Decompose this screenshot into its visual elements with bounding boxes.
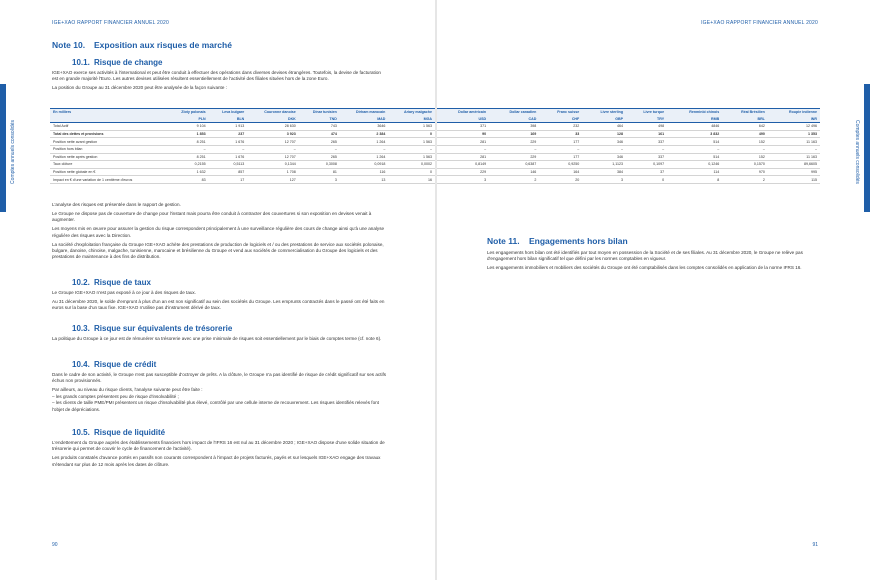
fx-table-right xyxy=(437,108,820,184)
table-cell: 857 xyxy=(209,168,248,176)
column-header: Dollar américain xyxy=(458,110,487,115)
table-row xyxy=(50,168,435,176)
table-cell: 4846 xyxy=(667,123,722,131)
table-cell: 0,8149 xyxy=(437,161,489,169)
table-cell: 83 xyxy=(167,176,209,184)
table-cell: 514 xyxy=(667,138,722,146)
table-row xyxy=(437,153,820,161)
paragraph: La position du Groupe au 31 décembre 2020 peut être analysée de la façon suivante : xyxy=(52,85,227,91)
section-text xyxy=(52,70,387,94)
currency-code: DKK xyxy=(287,116,296,121)
table-row xyxy=(437,176,820,184)
table-cell: 281 xyxy=(437,153,489,161)
table-cell: 464 xyxy=(582,123,626,131)
table-cell: 0 xyxy=(626,176,667,184)
table-cell: 0,5113 xyxy=(209,161,248,169)
column-header: Leva bulgare xyxy=(222,110,245,115)
table-cell: 1 913 xyxy=(209,123,248,131)
table-cell: 0,1570 xyxy=(722,161,768,169)
table-cell: 1,1123 xyxy=(582,161,626,169)
table-cell: 514 xyxy=(667,153,722,161)
paragraph: Les engagements immobiliers et mobiliers des sociétés du Groupe ont été comptabilisés dans les comptes consolidés en application de la norme IFRS 16. xyxy=(487,265,802,271)
row-label: Position nette avant gestion xyxy=(50,138,167,146)
table-cell: 8 251 xyxy=(167,153,209,161)
column-header: Renminbi chinois xyxy=(689,110,720,115)
section-heading: 10.3. Risque sur équivalents de trésorerie xyxy=(72,324,233,333)
table-cell: – xyxy=(626,145,667,153)
table-cell: 398 xyxy=(489,123,539,131)
currency-code: RMB xyxy=(711,116,720,121)
table-cell: 1 853 xyxy=(167,130,209,138)
table-cell: 1 676 xyxy=(209,138,248,146)
table-row xyxy=(50,138,435,146)
table-cell: 152 xyxy=(722,138,768,146)
table-cell: 642 xyxy=(722,123,768,131)
paragraph: Par ailleurs, au niveau du risque clients, l'analyse suivante peut être faite : xyxy=(52,387,203,393)
table-cell: – xyxy=(667,145,722,153)
note-10-heading xyxy=(52,40,232,50)
table-cell: 3 xyxy=(582,176,626,184)
row-label: Impact en € d'une variation de 1 centième d'euros xyxy=(50,176,167,184)
row-label: Position nette globale en € xyxy=(50,168,167,176)
table-cell: 0,3008 xyxy=(299,161,340,169)
table-cell: 0 xyxy=(388,168,435,176)
table-cell: 20 xyxy=(539,176,582,184)
table-row xyxy=(437,168,820,176)
table-cell: 3646 xyxy=(340,123,389,131)
currency-code: CHF xyxy=(571,116,580,121)
paragraph: Dans le cadre de son activité, le Groupe n'est pas susceptible d'octroyer de prêts. A la clôture, le Groupe n'a pas identifié de risque de crédit significatif sur ses actifs échus non provisionnés. xyxy=(52,372,387,384)
table-cell: – xyxy=(388,145,435,153)
table-cell: 743 xyxy=(299,123,340,131)
row-label: Taux clôture xyxy=(50,161,167,169)
table-cell: 12 707 xyxy=(247,153,299,161)
table-cell: 265 xyxy=(299,138,340,146)
table-row xyxy=(437,123,820,131)
table-row xyxy=(50,145,435,153)
table-cell: 17 xyxy=(209,176,248,184)
row-label: Total Actif xyxy=(50,123,167,131)
table-cell: – xyxy=(722,145,768,153)
note-title: Engagements hors bilan xyxy=(529,236,628,246)
table-cell: 0,1246 xyxy=(667,161,722,169)
row-label: Total des dettes et provisions xyxy=(50,130,167,138)
table-row xyxy=(50,161,435,169)
table-cell: 127 xyxy=(247,176,299,184)
currency-code: CAD xyxy=(528,116,537,121)
table-row xyxy=(437,138,820,146)
paragraph: Le Groupe IGE+XAO n'est pas exposé à ce jour à des risques de taux. xyxy=(52,290,197,295)
table-cell: 1 563 xyxy=(388,153,435,161)
table-cell: 0,1097 xyxy=(626,161,667,169)
side-label: Comptes annuels consolidés xyxy=(10,120,16,184)
currency-code: MGA xyxy=(423,116,432,121)
table-cell: 237 xyxy=(209,130,248,138)
note-number: Note 10. xyxy=(52,40,86,50)
table-cell: 232 xyxy=(539,123,582,131)
table-cell: 114 xyxy=(667,168,722,176)
table-cell: 1 264 xyxy=(340,153,389,161)
side-tab xyxy=(864,84,870,212)
table-cell: 3 xyxy=(299,176,340,184)
note-number: Note 11. xyxy=(487,236,520,246)
table-unit: En milliers xyxy=(53,110,72,115)
column-header: Livre turque xyxy=(643,110,665,115)
fx-table-left xyxy=(50,108,435,184)
currency-code: GBP xyxy=(615,116,624,121)
list-item: – les clients de taille PME/PMI présentent un risque d'insolvabilité plus élevé, contrôlé par une cellule interne de recouvrement. Les risques identifiés relevés font l'objet de dépréciations. xyxy=(52,400,379,412)
table-cell: 0,0002 xyxy=(388,161,435,169)
table-cell: 498 xyxy=(626,123,667,131)
table-cell: 177 xyxy=(539,138,582,146)
table-cell: 90 xyxy=(437,130,489,138)
table-row xyxy=(437,130,820,138)
table-cell: 337 xyxy=(626,153,667,161)
table-cell: 116 xyxy=(340,168,389,176)
table-cell: 28 630 xyxy=(247,123,299,131)
table-cell: 1 708 xyxy=(247,168,299,176)
table-cell: 3 xyxy=(437,176,489,184)
section-text xyxy=(52,372,387,415)
paragraph: Les moyens mis en œuvre pour assurer la gestion du risque correspondent principalement à une surveillance régulière des cours de change ainsi qu'à une analyse régulière des risques avec la Direction. xyxy=(52,226,385,238)
table-cell: 8 xyxy=(667,176,722,184)
side-label: Comptes annuels consolidés xyxy=(854,120,860,184)
table-cell: 0,6387 xyxy=(489,161,539,169)
table-cell: 13 xyxy=(340,176,389,184)
table-cell: 37 xyxy=(626,168,667,176)
table-cell: 3 832 xyxy=(667,130,722,138)
column-header: Zloty polonais xyxy=(181,110,206,115)
right-page xyxy=(437,0,870,580)
paragraph: L'analyse des risques est présentée dans le rapport de gestion. xyxy=(52,202,181,207)
table-cell: – xyxy=(539,145,582,153)
column-header: Dinar tunisien xyxy=(312,110,337,115)
table-cell: 970 xyxy=(722,168,768,176)
paragraph: Les engagements hors bilan ont été identifiés par tout moyen en possession de la Société et de ses filiales. Au 31 décembre 2020, le Groupe ne relève pas d'engagement hors bilan significatif tel que défini par les normes comptables en vigueur. xyxy=(487,250,803,262)
row-label: Position hors bilan xyxy=(50,145,167,153)
currency-code: PLN xyxy=(198,116,206,121)
table-cell: 1 264 xyxy=(340,138,389,146)
currency-code: TND xyxy=(329,116,337,121)
column-header: Franc suisse xyxy=(557,110,580,115)
table-cell: 490 xyxy=(722,130,768,138)
table-cell: 0,1344 xyxy=(247,161,299,169)
table-cell: 12 707 xyxy=(247,138,299,146)
table-cell: 1 676 xyxy=(209,153,248,161)
table-cell: 0,0918 xyxy=(340,161,389,169)
side-tab xyxy=(0,84,6,212)
table-cell: 281 xyxy=(437,138,489,146)
table-row xyxy=(50,123,435,131)
table-cell: 169 xyxy=(489,130,539,138)
table-cell: 229 xyxy=(489,138,539,146)
currency-code: MAD xyxy=(377,116,386,121)
page-number: 90 xyxy=(52,542,58,548)
table-cell: 16 xyxy=(388,176,435,184)
currency-code: TRY xyxy=(657,116,665,121)
table-cell: 0,9250 xyxy=(539,161,582,169)
paragraph: Les produits constatés d'avance portés en passifs non courants correspondent à l'impact de projets facturés, payés et sur lesquels IGE+XAO engage des travaux s'étendant sur plus de 12 mois après les dates de clôture. xyxy=(52,455,381,467)
table-cell: 9 104 xyxy=(167,123,209,131)
list-item: – les grands comptes présentent peu de risque d'insolvabilité ; xyxy=(52,393,179,399)
table-cell: 33 xyxy=(539,130,582,138)
currency-code: INR xyxy=(810,116,817,121)
section-text xyxy=(487,250,822,274)
section-text xyxy=(52,440,387,471)
table-cell: 346 xyxy=(582,153,626,161)
table-cell: 146 xyxy=(489,168,539,176)
table-row xyxy=(437,161,820,169)
table-cell: – xyxy=(768,145,820,153)
table-cell: 384 xyxy=(582,168,626,176)
table-cell: 0 xyxy=(388,130,435,138)
table-cell: 152 xyxy=(722,153,768,161)
column-header: Dollar canadien xyxy=(509,110,537,115)
table-cell: – xyxy=(489,145,539,153)
table-row xyxy=(50,176,435,184)
paragraph: IGE+XAO exerce ses activités à l'international et peut être conduit à effectuer des opérations dans diverses devises étrangères. Toutefois, la devise de facturation est en grande majorité l'Euro. Les autres devises utilisées résultent essentiellement de l'activité des filiales situées hors de la zone Euro. xyxy=(52,70,381,82)
table-cell: 89,6605 xyxy=(768,161,820,169)
table-cell: 8 251 xyxy=(167,138,209,146)
table-cell: 1 353 xyxy=(768,130,820,138)
table-cell: 2 xyxy=(722,176,768,184)
table-cell: – xyxy=(299,145,340,153)
section-heading: 10.2. Risque de taux xyxy=(72,278,151,287)
section-text xyxy=(52,202,387,263)
column-header: Livre sterling xyxy=(600,110,624,115)
table-row xyxy=(50,130,435,138)
table-cell: 11 163 xyxy=(768,138,820,146)
table-cell: 995 xyxy=(768,168,820,176)
table-cell: 2 xyxy=(489,176,539,184)
column-header: Ariary malgache xyxy=(404,110,432,115)
table-cell: 265 xyxy=(299,153,340,161)
paragraph: La politique du Groupe à ce jour est de rémunérer sa trésorerie avec une prise minimale de risques soit essentiellement par le biais de comptes terme (cf. note 6). xyxy=(52,336,382,341)
table-cell: 1 563 xyxy=(388,138,435,146)
currency-code: BLN xyxy=(236,116,245,121)
table-cell: 164 xyxy=(539,168,582,176)
currency-code: BRL xyxy=(757,116,765,121)
table-cell: – xyxy=(437,145,489,153)
table-cell: 2 384 xyxy=(340,130,389,138)
section-text xyxy=(52,290,387,314)
section-heading: 10.1. Risque de change xyxy=(72,58,163,67)
running-header: IGE+XAO RAPPORT FINANCIER ANNUEL 2020 xyxy=(701,20,818,26)
column-header: Dirham marocain xyxy=(356,110,386,115)
note-11-heading xyxy=(487,236,628,246)
section-heading: 10.5. Risque de liquidité xyxy=(72,428,166,437)
table-cell: – xyxy=(209,145,248,153)
table-cell: 12 496 xyxy=(768,123,820,131)
paragraph: La société d'exploitation française du Groupe IGE+XAO achète des prestations de production de logiciels et / ou des prestations de service aux sociétés polonaise, bulgare, danoise, chinoise, malgache, tunisienne, marocaine et brésilienne du Groupe et vend aux sociétés de commercialisation du Groupe des logiciels et des prestations de maintenance à des fins de distribution. xyxy=(52,241,384,260)
table-cell: 11 163 xyxy=(768,153,820,161)
column-header: Couronne danoise xyxy=(264,110,296,115)
table-cell: 81 xyxy=(299,168,340,176)
table-cell: – xyxy=(167,145,209,153)
table-cell: 1 563 xyxy=(388,123,435,131)
note-title: Exposition aux risques de marché xyxy=(94,40,232,50)
table-cell: 177 xyxy=(539,153,582,161)
table-cell: 161 xyxy=(626,130,667,138)
page-number: 91 xyxy=(812,542,818,548)
table-cell: 337 xyxy=(626,138,667,146)
running-header: IGE+XAO RAPPORT FINANCIER ANNUEL 2020 xyxy=(52,20,169,26)
paragraph: Au 31 décembre 2020, le solde d'emprunt à plus d'un an est non significatif au sein des sociétés du Groupe. Les emprunts contractés dans le passé ont été faits en euros sur la base d'un taux fixe. IGE+XAO n'utilise pas d'instrument dérivé de taux. xyxy=(52,298,385,311)
table-cell: 0,2155 xyxy=(167,161,209,169)
table-row xyxy=(50,153,435,161)
table-cell: 346 xyxy=(582,138,626,146)
table-cell: – xyxy=(582,145,626,153)
section-heading: 10.4. Risque de crédit xyxy=(72,360,157,369)
table-cell: 3 923 xyxy=(247,130,299,138)
table-cell: 229 xyxy=(489,153,539,161)
table-cell: – xyxy=(247,145,299,153)
row-label: Position nette après gestion xyxy=(50,153,167,161)
currency-code: USD xyxy=(478,116,487,121)
table-cell: 115 xyxy=(768,176,820,184)
column-header: Roupie indienne xyxy=(789,110,817,115)
table-cell: 128 xyxy=(582,130,626,138)
table-cell: 371 xyxy=(437,123,489,131)
table-row xyxy=(437,145,820,153)
table-cell: 229 xyxy=(437,168,489,176)
paragraph: Le Groupe ne dispose pas de couverture de change pour l'instant mais pourra être conduit à contracter des couvertures si son exposition en devises venait à augmenter. xyxy=(52,210,372,223)
table-cell: 1 632 xyxy=(167,168,209,176)
column-header: Réal Brésilien xyxy=(741,110,765,115)
table-cell: – xyxy=(340,145,389,153)
paragraph: L'endettement du Groupe auprès des établissements financiers hors impact de l'IFRS 16 est nul au 31 décembre 2020 ; IGE+XAO dispose d'une solide situation de trésorerie qui permet de couvrir le cycle de financement de l'activité). xyxy=(52,440,385,452)
table-cell: 474 xyxy=(299,130,340,138)
section-text xyxy=(52,336,387,345)
